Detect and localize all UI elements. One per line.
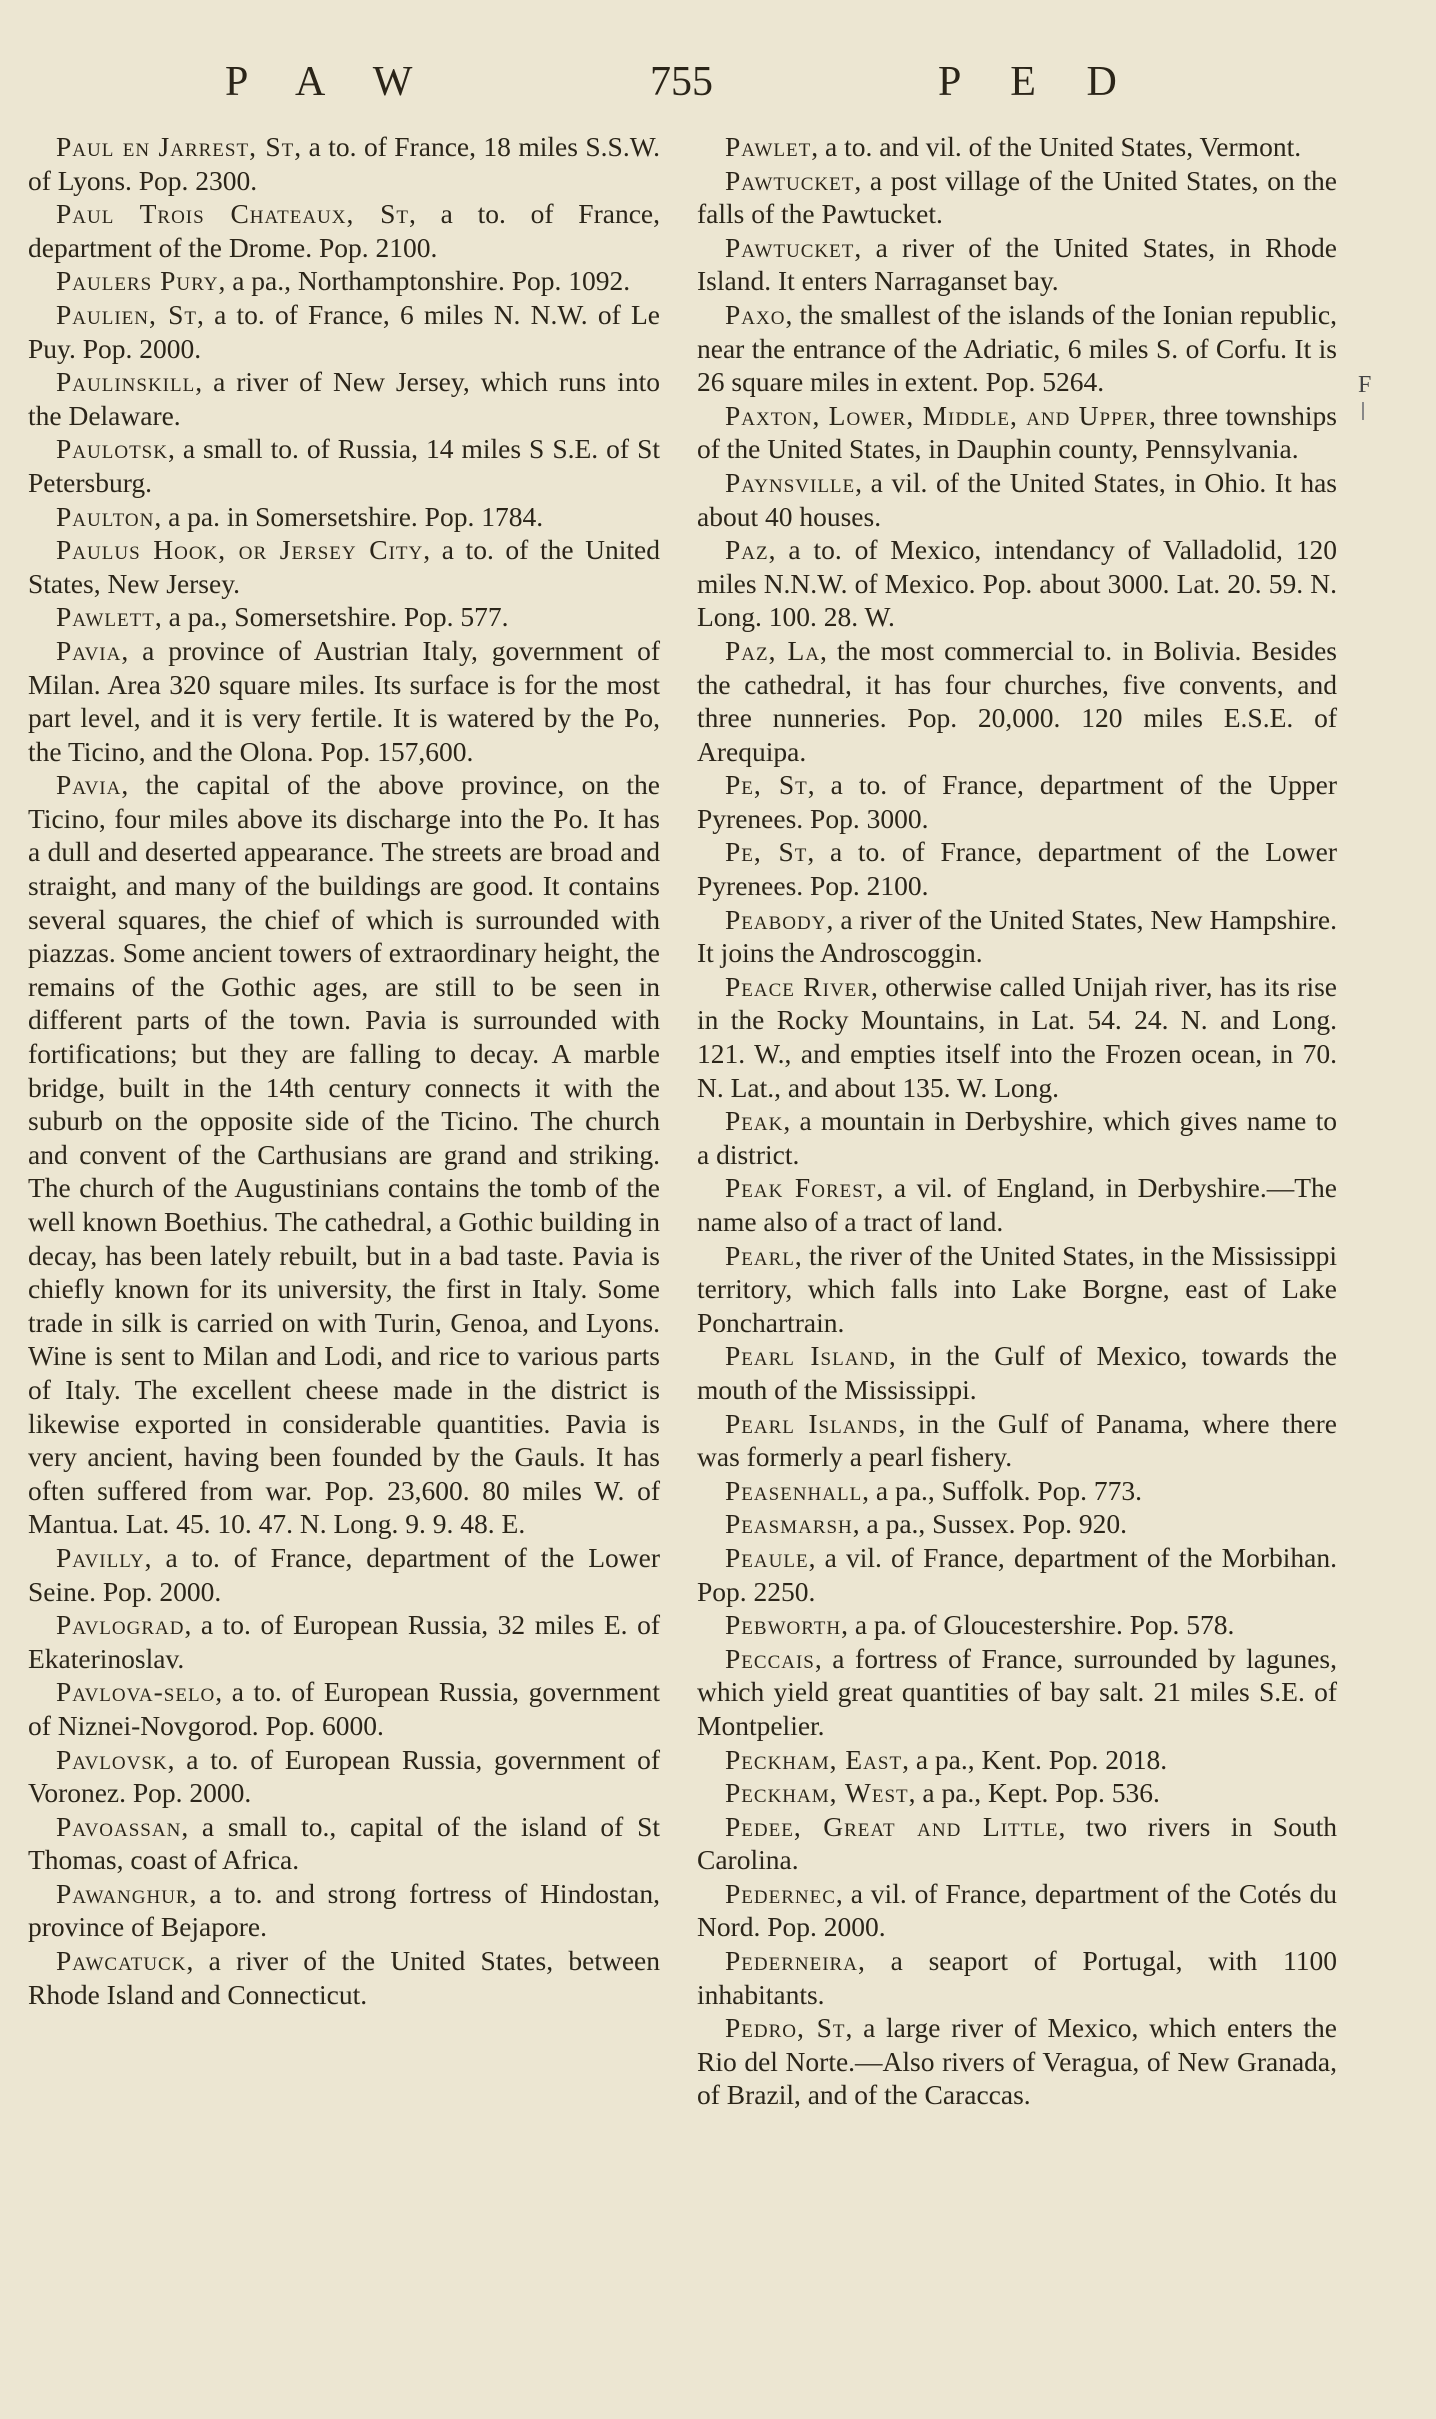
entry-text: , a small to. of Russia, 14 miles S S.E. of St Petersburg.	[28, 433, 660, 498]
entry-text: , a to. of the United States, New Jersey.	[28, 534, 661, 599]
entry-text: , in the Gulf of Mexico, towards the mouth of the Mississippi.	[697, 1340, 1337, 1405]
entry-text: , a to. of Mexico, intendancy of Valladolid, 120 miles N.N.W. of Mexico. Pop. about 3000. Lat. 20. 59. N. Long. 100. 28. W.	[697, 534, 1337, 633]
entry-headword: Pedee, Great and Little	[725, 1810, 1059, 1842]
entry-headword: Peckham, West	[725, 1777, 909, 1809]
dictionary-entry	[697, 1104, 1337, 1171]
entry-text: , in the Gulf of Panama, where there was formerly a pearl fishery.	[697, 1407, 1337, 1473]
dictionary-entry	[697, 399, 1337, 466]
entry-text: , a to. of France, 6 miles N. N.W. of Le Puy. Pop. 2000.	[28, 298, 660, 364]
dictionary-entry	[28, 1675, 660, 1742]
dictionary-entry	[28, 298, 660, 365]
dictionary-entry	[28, 768, 660, 1541]
entry-text: , a vil. of France, department of the Morbihan. Pop. 2250.	[697, 1541, 1337, 1607]
dictionary-entry	[697, 903, 1337, 970]
entry-headword: Peabody	[725, 903, 827, 935]
entry-text: , two rivers in South Carolina.	[697, 1810, 1337, 1876]
entry-text: , a pa., Sussex. Pop. 920.	[852, 1508, 1128, 1540]
entry-headword: Paulinskill	[56, 366, 196, 398]
right-column	[697, 130, 1337, 2112]
entry-text: , a to. of European Russia, 32 miles E. of Ekaterinoslav.	[28, 1609, 660, 1674]
dictionary-entry	[28, 365, 660, 432]
entry-headword: Paulotsk	[56, 433, 168, 465]
entry-headword: Paz	[725, 534, 769, 566]
entry-headword: Pawcatuck	[56, 1945, 187, 1977]
dictionary-entry	[697, 1877, 1337, 1944]
dictionary-entry	[697, 1642, 1337, 1743]
entry-headword: Pedernec	[725, 1877, 836, 1909]
entry-headword: Peaule	[725, 1541, 809, 1573]
dictionary-entry	[28, 1944, 660, 2011]
dictionary-entry	[697, 130, 1337, 164]
entry-text: , a post village of the United States, on the falls of the Pawtucket.	[697, 164, 1337, 230]
dictionary-entry	[28, 634, 660, 768]
page-number: 755	[650, 59, 713, 105]
dictionary-entry	[697, 2011, 1337, 2112]
entry-text: , a river of the United States, in Rhode Island. It enters Narraganset bay.	[697, 231, 1337, 297]
dictionary-entry	[697, 1743, 1337, 1777]
entry-headword: Paxo	[725, 298, 786, 330]
dictionary-entry	[697, 768, 1337, 835]
entry-headword: Pearl	[725, 1239, 795, 1271]
dictionary-entry	[697, 231, 1337, 298]
entry-text: , a vil. of the United States, in Ohio. It has about 40 houses.	[697, 466, 1337, 532]
entry-text: , a vil. of England, in Derbyshire.—The name also of a tract of land.	[697, 1172, 1337, 1237]
entry-headword: Peace River	[725, 970, 871, 1002]
entry-text: , a to. of France, department of the Lower Pyrenees. Pop. 2100.	[697, 836, 1337, 902]
entry-headword: Paul en Jarrest, St	[56, 131, 295, 162]
entry-headword: Pawtucket	[725, 231, 855, 263]
dictionary-entry	[28, 1743, 660, 1810]
entry-text: , a small to., capital of the island of St Thomas, coast of Africa.	[28, 1810, 660, 1876]
entry-text: , a river of New Jersey, which runs into the Delaware.	[28, 366, 660, 431]
margin-tick	[1362, 402, 1364, 420]
entry-text: , a to. and strong fortress of Hindostan, province of Bejapore.	[28, 1877, 660, 1943]
dictionary-entry	[697, 164, 1337, 231]
entry-text: , a to. of European Russia, government of Voronez. Pop. 2000.	[28, 1743, 660, 1809]
running-header	[0, 58, 1436, 108]
entry-headword: Pawlett	[56, 601, 155, 633]
entry-headword: Paulton	[56, 500, 155, 532]
dictionary-entry	[697, 1474, 1337, 1508]
entry-headword: Pe, St	[725, 769, 808, 801]
entry-text: , a river of the United States, New Hampshire. It joins the Androscoggin.	[697, 903, 1337, 969]
entry-text: , three townships of the United States, in Dauphin county, Pennsylvania.	[697, 399, 1337, 465]
dictionary-entry	[28, 264, 660, 298]
entry-headword: Paynsville	[725, 466, 856, 498]
entry-text: , a fortress of France, surrounded by lagunes, which yield great quantities of bay salt. 21 miles S.E. of Montpelier.	[697, 1642, 1337, 1741]
entry-headword: Pawlet	[725, 131, 812, 162]
dictionary-entry	[697, 970, 1337, 1104]
entry-headword: Pavia	[56, 769, 122, 801]
entry-text: , otherwise called Unijah river, has its rise in the Rocky Mountains, in Lat. 54. 24. N. and Long. 121. W., and empties itself into the Frozen ocean, in 70. N. Lat., and about 135. W. Long.	[697, 970, 1337, 1103]
entry-headword: Paulers Pury	[56, 265, 219, 297]
entry-headword: Pedro, St	[725, 2012, 846, 2044]
entry-headword: Pearl Island	[725, 1340, 889, 1372]
header-right: P E D	[938, 59, 1119, 105]
dictionary-entry	[28, 1877, 660, 1944]
entry-text: , a pa. of Gloucestershire. Pop. 578.	[841, 1609, 1235, 1641]
entry-text: , a pa., Suffolk. Pop. 773.	[862, 1474, 1143, 1506]
dictionary-entry	[28, 600, 660, 634]
dictionary-entry	[28, 130, 660, 197]
entry-headword: Pearl Islands	[725, 1407, 899, 1439]
entry-headword: Pavilly	[56, 1541, 145, 1573]
entry-headword: Pavoassan	[56, 1810, 182, 1842]
entry-headword: Peak Forest	[725, 1172, 877, 1204]
dictionary-entry	[697, 1239, 1337, 1340]
entry-headword: Paul Trois Chateaux, St	[56, 198, 410, 230]
entry-text: , a large river of Mexico, which enters the Rio del Norte.—Also rivers of Veragua, of New Granada, of Brazil, and of the Caraccas.	[697, 2012, 1337, 2111]
entry-headword: Pawtucket	[725, 164, 855, 196]
dictionary-entry	[697, 298, 1337, 399]
dictionary-entry	[697, 1507, 1337, 1541]
entry-text: , a pa. in Somersetshire. Pop. 1784.	[154, 500, 544, 532]
entry-headword: Peak	[725, 1105, 784, 1137]
entry-text: , a pa., Somersetshire. Pop. 577.	[154, 601, 509, 633]
dictionary-entry	[28, 1810, 660, 1877]
entry-headword: Pawanghur	[56, 1877, 190, 1909]
header-left: P A W	[225, 59, 415, 105]
margin-mark: F	[1358, 372, 1372, 398]
entry-headword: Pavlova-selo	[56, 1676, 216, 1708]
entry-text: , the smallest of the islands of the Ionian republic, near the entrance of the Adriatic, 6 miles S. of Corfu. It is 26 square miles in extent. Pop. 5264.	[697, 298, 1337, 398]
entry-headword: Pebworth	[725, 1609, 842, 1641]
entry-headword: Paz, La	[725, 634, 821, 666]
entry-text: , a seaport of Portugal, with 1100 inhabitants.	[697, 1945, 1337, 2010]
entry-text: , the most commercial to. in Bolivia. Besides the cathedral, it has four churches, five convents, and three nunneries. Pop. 20,000. 120 miles E.S.E. of Arequipa.	[697, 634, 1338, 767]
dictionary-entry	[697, 466, 1337, 533]
dictionary-entry	[697, 1776, 1337, 1810]
dictionary-entry	[28, 1608, 660, 1675]
dictionary-entry	[697, 634, 1337, 768]
entry-headword: Paxton, Lower, Middle, and Upper	[725, 399, 1149, 431]
entry-headword: Pavia	[56, 634, 122, 666]
dictionary-entry	[28, 500, 660, 534]
dictionary-entry	[28, 432, 660, 499]
dictionary-entry	[697, 1407, 1337, 1474]
entry-headword: Peasenhall	[725, 1474, 863, 1506]
entry-headword: Paulus Hook, or Jersey City	[56, 534, 424, 566]
entry-text: , a to. and vil. of the United States, Vermont.	[811, 131, 1302, 162]
dictionary-entry	[697, 1339, 1337, 1406]
dictionary-entry	[697, 1944, 1337, 2011]
dictionary-entry	[697, 1171, 1337, 1238]
entry-text: , a vil. of France, department of the Cotés du Nord. Pop. 2000.	[697, 1877, 1337, 1943]
entry-text: , a pa., Kent. Pop. 2018.	[902, 1743, 1168, 1775]
entry-headword: Pavlograd	[56, 1609, 185, 1641]
entry-text: , a mountain in Derbyshire, which gives name to a district.	[697, 1105, 1337, 1170]
entry-text: , a to. of France, department of the Lower Seine. Pop. 2000.	[28, 1541, 660, 1607]
dictionary-entry	[28, 1541, 660, 1608]
entry-text: , a to. of European Russia, government of Niznei-Novgorod. Pop. 6000.	[28, 1676, 660, 1741]
entry-headword: Pe, St	[725, 836, 808, 868]
dictionary-entry	[697, 533, 1337, 634]
entry-headword: Peccais	[725, 1642, 815, 1674]
left-column	[28, 130, 660, 2011]
entry-text: , a river of the United States, between Rhode Island and Connecticut.	[28, 1945, 660, 2010]
entry-text: , a province of Austrian Italy, government of Milan. Area 320 square miles. Its surface is for the most part level, and it is very fertile. It is watered by the Po, the Ticino, and the Olona. Pop. 157,600.	[28, 634, 660, 767]
dictionary-entry	[697, 1608, 1337, 1642]
dictionary-entry	[697, 1541, 1337, 1608]
dictionary-entry	[697, 835, 1337, 902]
entry-text: , a to. of France, department of the Drome. Pop. 2100.	[28, 198, 660, 263]
entry-headword: Pederneira	[725, 1945, 858, 1977]
entry-text: , the capital of the above province, on the Ticino, four miles above its discharge into the Po. It has a dull and deserted appearance. The streets are broad and straight, and many of the buildings are good. It contains several squares, the chief of which is surrounded with piazzas. Some ancient towers of extraordinary height, the remains of the Gothic ages, are still to be seen in different parts of the town. Pavia is surrounded with fortifications; but they are falling to decay. A marble bridge, built in the 14th century connects it with the suburb on the opposite side of the Ticino. The church and convent of the Carthusians are grand and striking. The church of the Augustinians contains the tomb of the well known Boethius. The cathedral, a Gothic building in decay, has been lately rebuilt, but in a bad taste. Pavia is chiefly known for its university, the first in Italy. Some trade in silk is carried on with Turin, Genoa, and Lyons. Wine is sent to Milan and Lodi, and rice to various parts of Italy. The excellent cheese made in the district is likewise exported in considerable quantities. Pavia is very ancient, having been founded by the Gauls. It has often suffered from war. Pop. 23,600. 80 miles W. of Mantua. Lat. 45. 10. 47. N. Long. 9. 9. 48. E.	[28, 769, 660, 1540]
entry-headword: Peasmarsh	[725, 1508, 853, 1540]
entry-headword: Pavlovsk	[56, 1743, 168, 1775]
entry-headword: Paulien, St	[56, 298, 197, 330]
entry-text: , the river of the United States, in the Mississippi territory, which falls into Lake Borgne, east of Lake Ponchartrain.	[697, 1239, 1337, 1338]
entry-text: , a to. of France, 18 miles S.S.W. of Lyons. Pop. 2300.	[28, 131, 660, 196]
entry-text: , a pa., Kept. Pop. 536.	[908, 1777, 1160, 1809]
dictionary-entry	[28, 533, 660, 600]
entry-text: , a to. of France, department of the Upper Pyrenees. Pop. 3000.	[697, 769, 1337, 834]
dictionary-entry	[697, 1810, 1337, 1877]
dictionary-entry	[28, 197, 660, 264]
entry-text: , a pa., Northamptonshire. Pop. 1092.	[218, 265, 631, 297]
entry-headword: Peckham, East	[725, 1743, 903, 1775]
